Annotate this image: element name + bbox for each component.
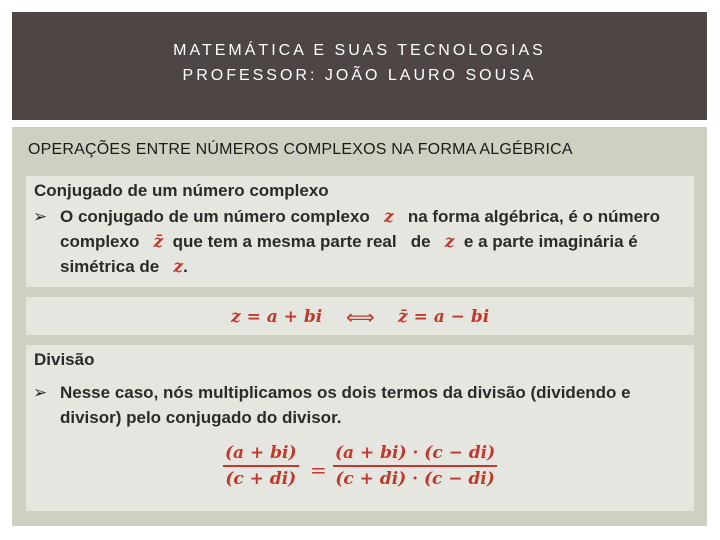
conjugado-line-2 — [60, 232, 638, 252]
arrow-bullet-icon: ➢ — [33, 207, 48, 226]
variable-z: z — [383, 207, 394, 227]
divisao-heading: Divisão — [34, 350, 95, 369]
text-segment: e a parte imaginária é — [463, 232, 638, 251]
text-segment: . — [183, 257, 188, 276]
text-segment: complexo — [60, 232, 140, 251]
variable-z: z — [173, 257, 184, 277]
slide-content — [12, 127, 707, 526]
equals-sign: = — [310, 458, 327, 482]
header-professor: PROFESSOR: JOÃO LAURO SOUSA — [182, 67, 537, 84]
fraction-numerator: (a + bi) · (c − di) — [333, 443, 497, 467]
conjugado-line-1 — [60, 207, 660, 227]
formula-z: z = a + bi — [231, 307, 323, 327]
fraction-numerator: (a + bi) — [223, 443, 299, 467]
text-segment: na forma algébrica, é o número — [407, 207, 661, 226]
header-subject: MATEMÁTICA E SUAS TECNOLOGIAS — [173, 42, 546, 59]
conjugado-line-3 — [60, 257, 188, 277]
text-segment: que tem a mesma parte real — [172, 232, 397, 251]
fraction-denominator: (c + di) — [225, 469, 297, 489]
fraction-denominator: (c + di) · (c − di) — [335, 469, 495, 489]
divisao-line-1: Nesse caso, nós multiplicamos os dois termos da divisão (dividendo e — [60, 383, 631, 402]
conjugado-formula-panel — [26, 297, 694, 335]
divisao-panel — [26, 345, 694, 511]
variable-z: z — [444, 232, 455, 252]
slide-title: OPERAÇÕES ENTRE NÚMEROS COMPLEXOS NA FORMA ALGÉBRICA — [28, 141, 573, 158]
conjugado-panel — [26, 176, 694, 287]
text-segment: simétrica de — [60, 257, 160, 276]
variable-z-bar: z̄ — [153, 232, 164, 252]
text-segment: de — [410, 232, 431, 251]
divisao-line-2: divisor) pelo conjugado do divisor. — [60, 408, 342, 427]
conjugado-heading: Conjugado de um número complexo — [34, 181, 329, 200]
fraction-original — [223, 443, 299, 489]
fraction-multiplied — [333, 443, 497, 489]
text-segment: O conjugado de um número complexo — [60, 207, 370, 226]
header-bar — [12, 12, 707, 120]
iff-symbol: ⟺ — [346, 305, 375, 329]
formula-z-conjugate: z̄ = a − bi — [398, 307, 490, 327]
arrow-bullet-icon: ➢ — [33, 383, 48, 402]
